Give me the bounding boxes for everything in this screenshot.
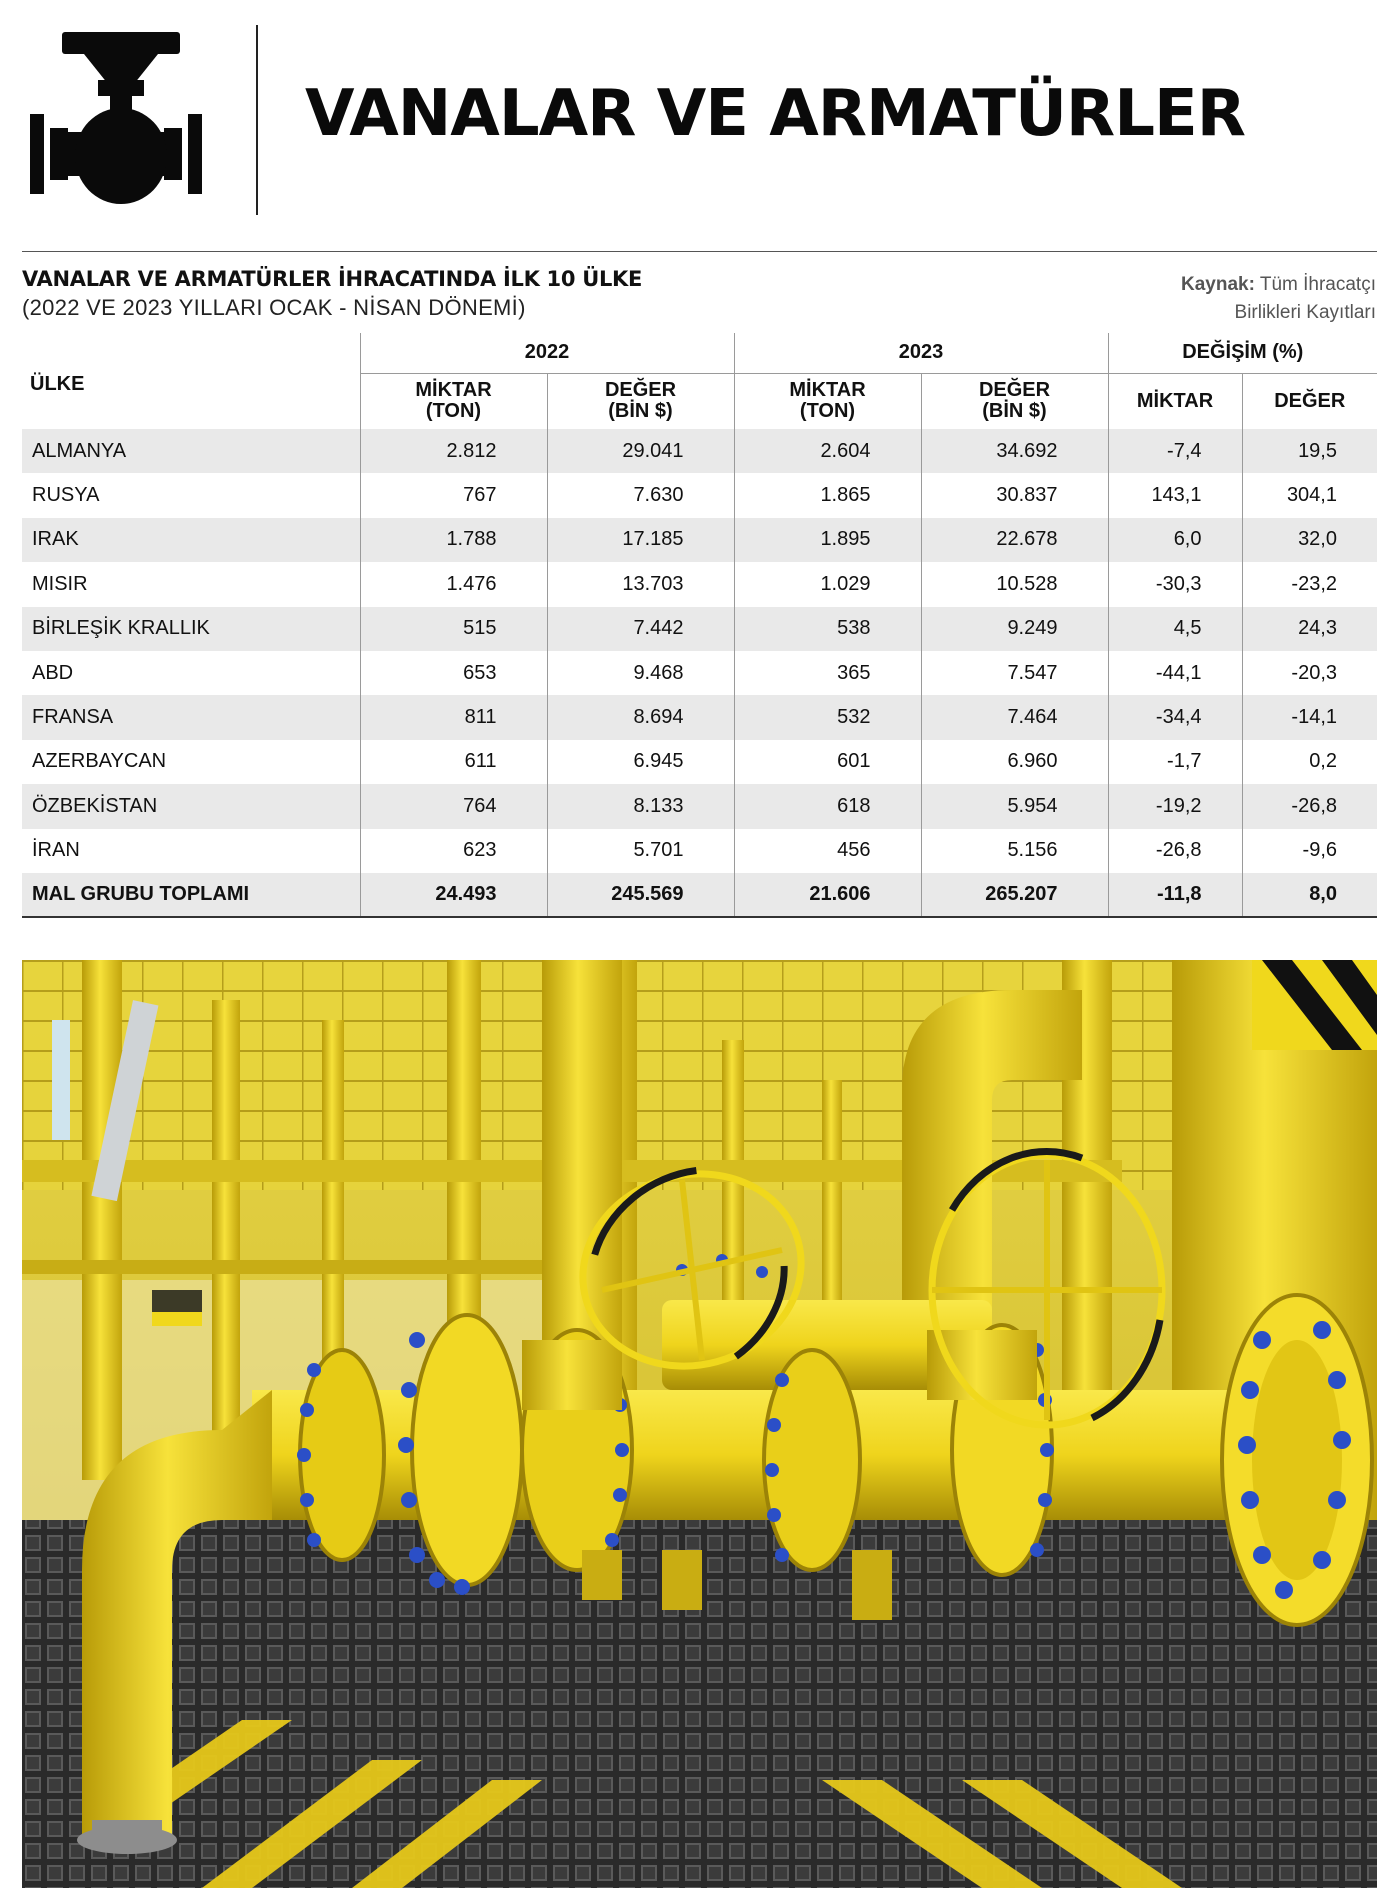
table-row: AZERBAYCAN 611 6.945 601 6.960 -1,7 0,2 xyxy=(22,740,1377,784)
export-table xyxy=(22,333,1377,918)
header-country: ÜLKE xyxy=(30,373,85,395)
source-line2: Birlikleri Kayıtları xyxy=(1234,302,1376,323)
table-total-row: MAL GRUBU TOPLAMI 24.493 245.569 21.606 265.207 -11,8 8,0 xyxy=(22,873,1377,917)
header-val-2022: DEĞER (BİN $) xyxy=(547,373,734,429)
header-year-2022: 2022 xyxy=(360,333,734,373)
header-val-2023: DEĞER (BİN $) xyxy=(921,373,1108,429)
header-divider xyxy=(256,25,258,215)
section-divider xyxy=(22,251,1377,252)
header-change-val: DEĞER xyxy=(1242,373,1377,429)
table-row: IRAK 1.788 17.185 1.895 22.678 6,0 32,0 xyxy=(22,518,1377,562)
header-change-qty: MİKTAR xyxy=(1108,373,1242,429)
table-row: MISIR 1.476 13.703 1.029 10.528 -30,3 -23,2 xyxy=(22,562,1377,606)
header-year-2023: 2023 xyxy=(734,333,1108,373)
page-title: VANALAR VE ARMATÜRLER xyxy=(305,77,1245,151)
table-row: RUSYA 767 7.630 1.865 30.837 143,1 304,1 xyxy=(22,473,1377,517)
table-row: FRANSA 811 8.694 532 7.464 -34,4 -14,1 xyxy=(22,695,1377,739)
table-row: ÖZBEKİSTAN 764 8.133 618 5.954 -19,2 -26,8 xyxy=(22,784,1377,828)
table-row: ABD 653 9.468 365 7.547 -44,1 -20,3 xyxy=(22,651,1377,695)
header-qty-2022: MİKTAR (TON) xyxy=(360,373,547,429)
source-note xyxy=(1181,271,1376,327)
source-line1: Tüm İhracatçı xyxy=(1259,274,1376,295)
pipeline-valves-photo xyxy=(22,960,1377,1888)
source-label: Kaynak: xyxy=(1180,274,1255,295)
table-row: ALMANYA 2.812 29.041 2.604 34.692 -7,4 19,5 xyxy=(22,429,1377,473)
header-qty-2023: MİKTAR (TON) xyxy=(734,373,921,429)
table-row: BİRLEŞİK KRALLIK 515 7.442 538 9.249 4,5 24,3 xyxy=(22,607,1377,651)
table-subtitle: (2022 VE 2023 YILLARI OCAK - NİSAN DÖNEMİ) xyxy=(22,295,526,320)
header-change: DEĞİŞİM (%) xyxy=(1108,333,1377,373)
table-title: VANALAR VE ARMATÜRLER İHRACATINDA İLK 10 ÜLKE xyxy=(22,267,643,291)
table-row: İRAN 623 5.701 456 5.156 -26,8 -9,6 xyxy=(22,829,1377,873)
valve-icon xyxy=(30,32,202,208)
